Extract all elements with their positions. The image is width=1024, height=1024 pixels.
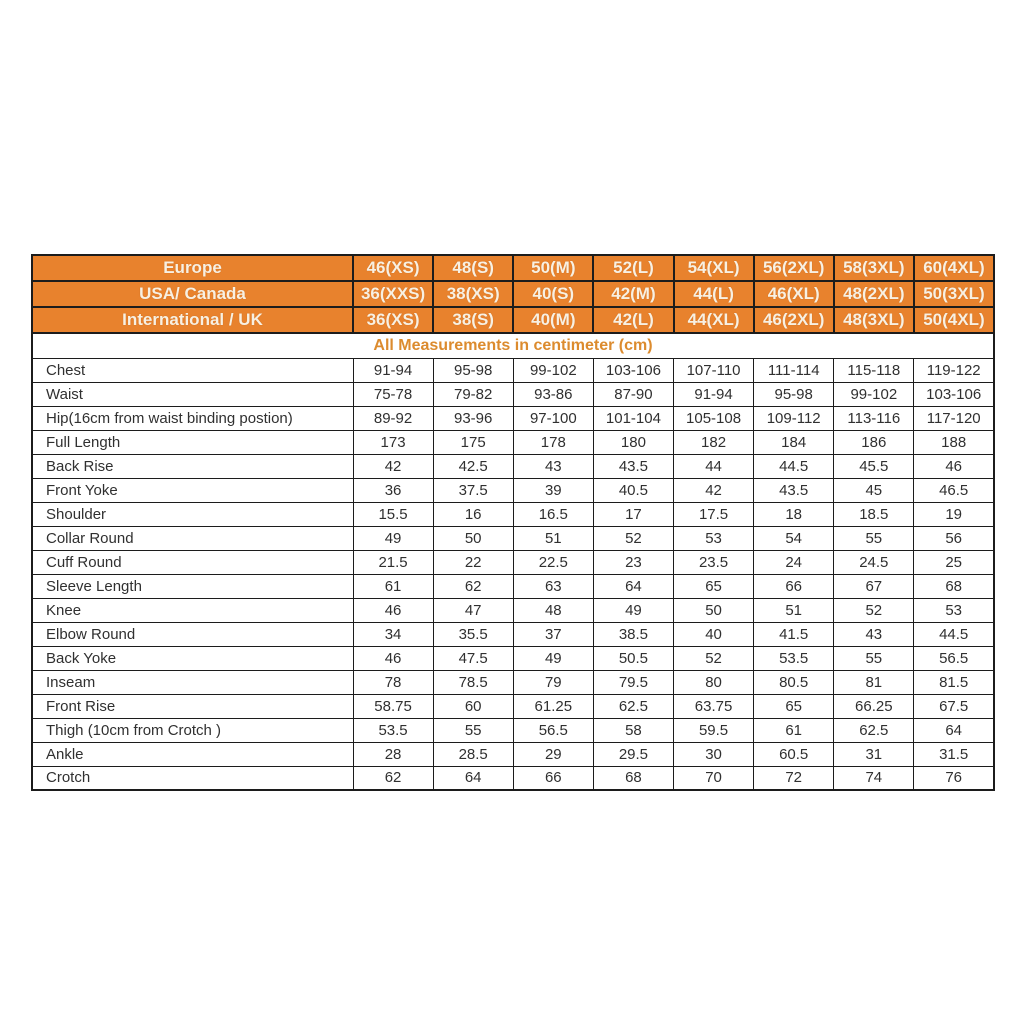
measurement-value: 51 xyxy=(513,526,593,550)
measurement-value: 72 xyxy=(754,766,834,790)
measurements-note: All Measurements in centimeter (cm) xyxy=(32,333,994,358)
measurement-value: 65 xyxy=(754,694,834,718)
measurement-value: 76 xyxy=(914,766,994,790)
size-cell: 46(2XL) xyxy=(754,307,834,333)
measurement-value: 103-106 xyxy=(593,358,673,382)
measurement-value: 184 xyxy=(754,430,834,454)
measurement-value: 66 xyxy=(513,766,593,790)
measurement-label: Collar Round xyxy=(32,526,353,550)
measurement-label: Front Rise xyxy=(32,694,353,718)
measurement-row xyxy=(32,742,994,766)
measurement-value: 97-100 xyxy=(513,406,593,430)
measurement-value: 51 xyxy=(754,598,834,622)
measurement-label: Inseam xyxy=(32,670,353,694)
measurement-value: 55 xyxy=(433,718,513,742)
measurement-value: 46 xyxy=(353,598,433,622)
measurement-value: 99-102 xyxy=(513,358,593,382)
size-cell: 36(XS) xyxy=(353,307,433,333)
measurement-value: 45 xyxy=(834,478,914,502)
measurement-value: 56.5 xyxy=(914,646,994,670)
measurement-value: 93-96 xyxy=(433,406,513,430)
region-label: USA/ Canada xyxy=(32,281,353,307)
measurement-value: 42.5 xyxy=(433,454,513,478)
measurement-value: 37.5 xyxy=(433,478,513,502)
measurement-row xyxy=(32,718,994,742)
measurement-value: 74 xyxy=(834,766,914,790)
measurement-value: 60.5 xyxy=(754,742,834,766)
measurement-value: 91-94 xyxy=(674,382,754,406)
measurement-row xyxy=(32,694,994,718)
measurement-row xyxy=(32,550,994,574)
measurement-value: 62 xyxy=(433,574,513,598)
measurement-label: Chest xyxy=(32,358,353,382)
measurement-value: 58.75 xyxy=(353,694,433,718)
measurement-value: 49 xyxy=(593,598,673,622)
measurement-value: 60 xyxy=(433,694,513,718)
measurement-row xyxy=(32,598,994,622)
measurement-value: 79.5 xyxy=(593,670,673,694)
measurement-value: 95-98 xyxy=(754,382,834,406)
measurement-value: 49 xyxy=(513,646,593,670)
measurement-value: 53 xyxy=(674,526,754,550)
measurement-value: 64 xyxy=(914,718,994,742)
measurement-row xyxy=(32,646,994,670)
measurement-value: 66 xyxy=(754,574,834,598)
measurement-value: 16 xyxy=(433,502,513,526)
measurement-label: Knee xyxy=(32,598,353,622)
measurement-value: 99-102 xyxy=(834,382,914,406)
measurement-value: 18 xyxy=(754,502,834,526)
measurement-value: 81 xyxy=(834,670,914,694)
measurement-value: 54 xyxy=(754,526,834,550)
measurement-value: 186 xyxy=(834,430,914,454)
measurement-row xyxy=(32,406,994,430)
measurement-value: 70 xyxy=(674,766,754,790)
measurement-row xyxy=(32,622,994,646)
measurement-value: 93-86 xyxy=(513,382,593,406)
measurement-label: Front Yoke xyxy=(32,478,353,502)
measurement-value: 59.5 xyxy=(674,718,754,742)
measurement-label: Ankle xyxy=(32,742,353,766)
measurement-value: 23 xyxy=(593,550,673,574)
measurement-row xyxy=(32,382,994,406)
measurement-value: 44.5 xyxy=(754,454,834,478)
measurement-value: 68 xyxy=(914,574,994,598)
measurement-value: 105-108 xyxy=(674,406,754,430)
measurement-value: 53.5 xyxy=(754,646,834,670)
measurement-value: 47.5 xyxy=(433,646,513,670)
size-cell: 50(M) xyxy=(513,255,593,281)
measurement-value: 89-92 xyxy=(353,406,433,430)
measurement-row xyxy=(32,574,994,598)
measurement-label: Hip(16cm from waist binding postion) xyxy=(32,406,353,430)
measurement-value: 182 xyxy=(674,430,754,454)
measurement-value: 64 xyxy=(433,766,513,790)
measurement-value: 117-120 xyxy=(914,406,994,430)
measurement-value: 17.5 xyxy=(674,502,754,526)
size-cell: 36(XXS) xyxy=(353,281,433,307)
measurement-value: 24 xyxy=(754,550,834,574)
measurement-value: 43.5 xyxy=(593,454,673,478)
size-cell: 44(L) xyxy=(674,281,754,307)
measurement-value: 61.25 xyxy=(513,694,593,718)
measurement-value: 25 xyxy=(914,550,994,574)
measurement-value: 38.5 xyxy=(593,622,673,646)
measurement-value: 80 xyxy=(674,670,754,694)
measurement-value: 66.25 xyxy=(834,694,914,718)
measurement-row xyxy=(32,430,994,454)
measurement-value: 58 xyxy=(593,718,673,742)
measurement-row xyxy=(32,454,994,478)
measurement-value: 50 xyxy=(433,526,513,550)
measurement-value: 109-112 xyxy=(754,406,834,430)
measurement-value: 48 xyxy=(513,598,593,622)
measurement-value: 62 xyxy=(353,766,433,790)
measurement-value: 91-94 xyxy=(353,358,433,382)
size-header-row xyxy=(32,281,994,307)
measurement-value: 46.5 xyxy=(914,478,994,502)
size-cell: 38(XS) xyxy=(433,281,513,307)
measurement-value: 36 xyxy=(353,478,433,502)
measurement-value: 45.5 xyxy=(834,454,914,478)
measurement-value: 31.5 xyxy=(914,742,994,766)
measurement-value: 40.5 xyxy=(593,478,673,502)
region-label: International / UK xyxy=(32,307,353,333)
measurement-value: 115-118 xyxy=(834,358,914,382)
measurement-value: 29 xyxy=(513,742,593,766)
size-header-row xyxy=(32,255,994,281)
measurement-value: 22.5 xyxy=(513,550,593,574)
measurement-value: 46 xyxy=(353,646,433,670)
measurement-value: 29.5 xyxy=(593,742,673,766)
measurement-value: 62.5 xyxy=(593,694,673,718)
size-cell: 46(XS) xyxy=(353,255,433,281)
measurement-value: 107-110 xyxy=(674,358,754,382)
measurement-value: 180 xyxy=(593,430,673,454)
measurement-value: 178 xyxy=(513,430,593,454)
measurement-value: 44.5 xyxy=(914,622,994,646)
measurement-value: 61 xyxy=(353,574,433,598)
size-cell: 54(XL) xyxy=(674,255,754,281)
size-cell: 46(XL) xyxy=(754,281,834,307)
measurement-value: 15.5 xyxy=(353,502,433,526)
measurement-value: 41.5 xyxy=(754,622,834,646)
measurement-value: 42 xyxy=(674,478,754,502)
measurement-value: 56 xyxy=(914,526,994,550)
measurement-value: 78.5 xyxy=(433,670,513,694)
measurement-value: 65 xyxy=(674,574,754,598)
size-cell: 48(2XL) xyxy=(834,281,914,307)
measurement-value: 39 xyxy=(513,478,593,502)
measurement-value: 21.5 xyxy=(353,550,433,574)
measurements-note-row xyxy=(32,333,994,358)
size-cell: 50(4XL) xyxy=(914,307,994,333)
size-cell: 52(L) xyxy=(593,255,673,281)
measurement-label: Waist xyxy=(32,382,353,406)
measurement-value: 175 xyxy=(433,430,513,454)
size-cell: 60(4XL) xyxy=(914,255,994,281)
measurement-row xyxy=(32,358,994,382)
measurement-value: 67 xyxy=(834,574,914,598)
size-cell: 58(3XL) xyxy=(834,255,914,281)
measurement-value: 173 xyxy=(353,430,433,454)
size-cell: 42(M) xyxy=(593,281,673,307)
measurement-label: Sleeve Length xyxy=(32,574,353,598)
size-cell: 50(3XL) xyxy=(914,281,994,307)
measurement-value: 30 xyxy=(674,742,754,766)
size-cell: 40(M) xyxy=(513,307,593,333)
size-chart-body xyxy=(32,255,994,790)
measurement-value: 46 xyxy=(914,454,994,478)
measurement-value: 87-90 xyxy=(593,382,673,406)
measurement-value: 49 xyxy=(353,526,433,550)
size-chart xyxy=(31,254,995,791)
measurement-value: 75-78 xyxy=(353,382,433,406)
size-cell: 40(S) xyxy=(513,281,593,307)
measurement-value: 35.5 xyxy=(433,622,513,646)
measurement-value: 79 xyxy=(513,670,593,694)
measurement-value: 113-116 xyxy=(834,406,914,430)
measurement-value: 64 xyxy=(593,574,673,598)
measurement-value: 56.5 xyxy=(513,718,593,742)
measurement-value: 68 xyxy=(593,766,673,790)
size-cell: 48(3XL) xyxy=(834,307,914,333)
measurement-label: Shoulder xyxy=(32,502,353,526)
measurement-value: 22 xyxy=(433,550,513,574)
measurement-value: 119-122 xyxy=(914,358,994,382)
region-label: Europe xyxy=(32,255,353,281)
measurement-value: 61 xyxy=(754,718,834,742)
measurement-row xyxy=(32,766,994,790)
size-cell: 56(2XL) xyxy=(754,255,834,281)
measurement-value: 17 xyxy=(593,502,673,526)
measurement-value: 52 xyxy=(593,526,673,550)
measurement-value: 81.5 xyxy=(914,670,994,694)
measurement-value: 34 xyxy=(353,622,433,646)
measurement-value: 31 xyxy=(834,742,914,766)
measurement-value: 44 xyxy=(674,454,754,478)
measurement-value: 53.5 xyxy=(353,718,433,742)
measurement-value: 19 xyxy=(914,502,994,526)
measurement-label: Full Length xyxy=(32,430,353,454)
measurement-value: 52 xyxy=(834,598,914,622)
size-cell: 48(S) xyxy=(433,255,513,281)
measurement-label: Cuff Round xyxy=(32,550,353,574)
measurement-value: 23.5 xyxy=(674,550,754,574)
size-cell: 38(S) xyxy=(433,307,513,333)
measurement-label: Back Yoke xyxy=(32,646,353,670)
measurement-value: 62.5 xyxy=(834,718,914,742)
measurement-row xyxy=(32,478,994,502)
measurement-row xyxy=(32,526,994,550)
measurement-value: 63.75 xyxy=(674,694,754,718)
measurement-value: 43 xyxy=(834,622,914,646)
measurement-value: 28.5 xyxy=(433,742,513,766)
measurement-value: 79-82 xyxy=(433,382,513,406)
measurement-value: 43 xyxy=(513,454,593,478)
measurement-value: 55 xyxy=(834,526,914,550)
size-chart-table xyxy=(31,254,995,791)
measurement-value: 40 xyxy=(674,622,754,646)
measurement-row xyxy=(32,670,994,694)
size-header-row xyxy=(32,307,994,333)
measurement-value: 55 xyxy=(834,646,914,670)
measurement-value: 16.5 xyxy=(513,502,593,526)
measurement-label: Crotch xyxy=(32,766,353,790)
size-cell: 44(XL) xyxy=(674,307,754,333)
measurement-label: Thigh (10cm from Crotch ) xyxy=(32,718,353,742)
measurement-value: 103-106 xyxy=(914,382,994,406)
measurement-value: 111-114 xyxy=(754,358,834,382)
measurement-value: 188 xyxy=(914,430,994,454)
measurement-value: 78 xyxy=(353,670,433,694)
measurement-label: Elbow Round xyxy=(32,622,353,646)
measurement-value: 67.5 xyxy=(914,694,994,718)
size-cell: 42(L) xyxy=(593,307,673,333)
measurement-value: 37 xyxy=(513,622,593,646)
measurement-value: 53 xyxy=(914,598,994,622)
measurement-row xyxy=(32,502,994,526)
measurement-label: Back Rise xyxy=(32,454,353,478)
measurement-value: 50 xyxy=(674,598,754,622)
measurement-value: 47 xyxy=(433,598,513,622)
measurement-value: 28 xyxy=(353,742,433,766)
measurement-value: 80.5 xyxy=(754,670,834,694)
measurement-value: 101-104 xyxy=(593,406,673,430)
measurement-value: 24.5 xyxy=(834,550,914,574)
measurement-value: 95-98 xyxy=(433,358,513,382)
measurement-value: 42 xyxy=(353,454,433,478)
measurement-value: 18.5 xyxy=(834,502,914,526)
measurement-value: 52 xyxy=(674,646,754,670)
measurement-value: 50.5 xyxy=(593,646,673,670)
measurement-value: 63 xyxy=(513,574,593,598)
measurement-value: 43.5 xyxy=(754,478,834,502)
